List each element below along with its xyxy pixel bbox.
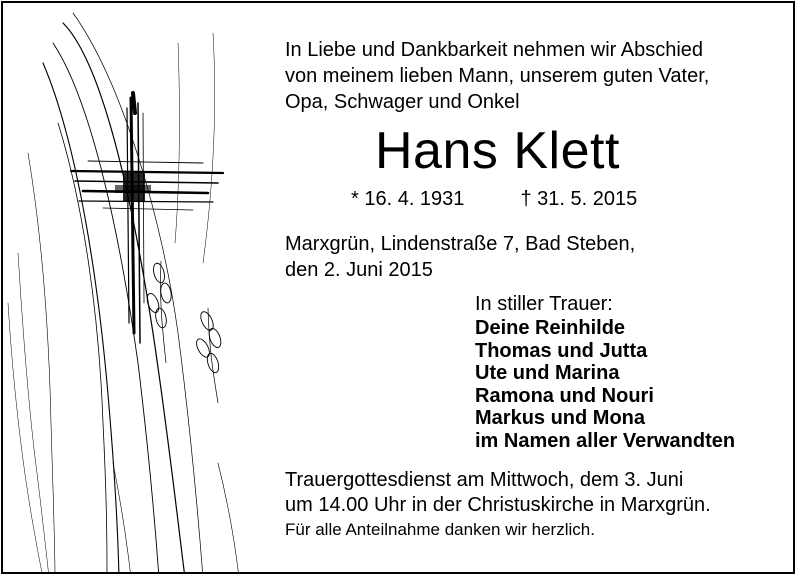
life-dates: [351, 186, 637, 212]
deceased-name: Hans Klett: [375, 122, 620, 180]
mourner: Ramona und Nouri: [475, 384, 654, 407]
cross-with-wheat-icon: [3, 3, 273, 574]
intro-line: In Liebe und Dankbarkeit nehmen wir Abschied: [285, 39, 704, 61]
mourner: im Namen aller Verwandten: [475, 429, 736, 452]
place-line: Marxgrün, Lindenstraße 7, Bad Steben,: [285, 233, 636, 255]
mourner: Markus und Mona: [475, 407, 646, 429]
place-and-date: [285, 231, 635, 283]
mourner: Thomas und Jutta: [475, 339, 648, 362]
mourners-list: [475, 317, 735, 452]
mourner: Deine Reinhilde: [475, 317, 626, 339]
service-line: um 14.00 Uhr in der Christuskirche in Marxgrün.: [285, 494, 711, 516]
intro-text: [285, 37, 709, 115]
service-line: Trauergottesdienst am Mittwoch, dem 3. Juni: [285, 469, 684, 491]
intro-line: von meinem lieben Mann, unserem guten Vater,: [285, 65, 710, 87]
mourner: Ute und Marina: [475, 362, 620, 384]
date-line: den 2. Juni 2015: [285, 259, 433, 281]
intro-line: Opa, Schwager und Onkel: [285, 91, 520, 113]
mourning-label: In stiller Trauer:: [475, 293, 613, 315]
service-info: [285, 468, 711, 518]
thanks-text: Für alle Anteilnahme danken wir herzlich.: [285, 520, 595, 539]
obituary-notice: [1, 1, 795, 574]
birth-date: * 16. 4. 1931: [351, 188, 465, 210]
death-date: † 31. 5. 2015: [520, 188, 638, 210]
